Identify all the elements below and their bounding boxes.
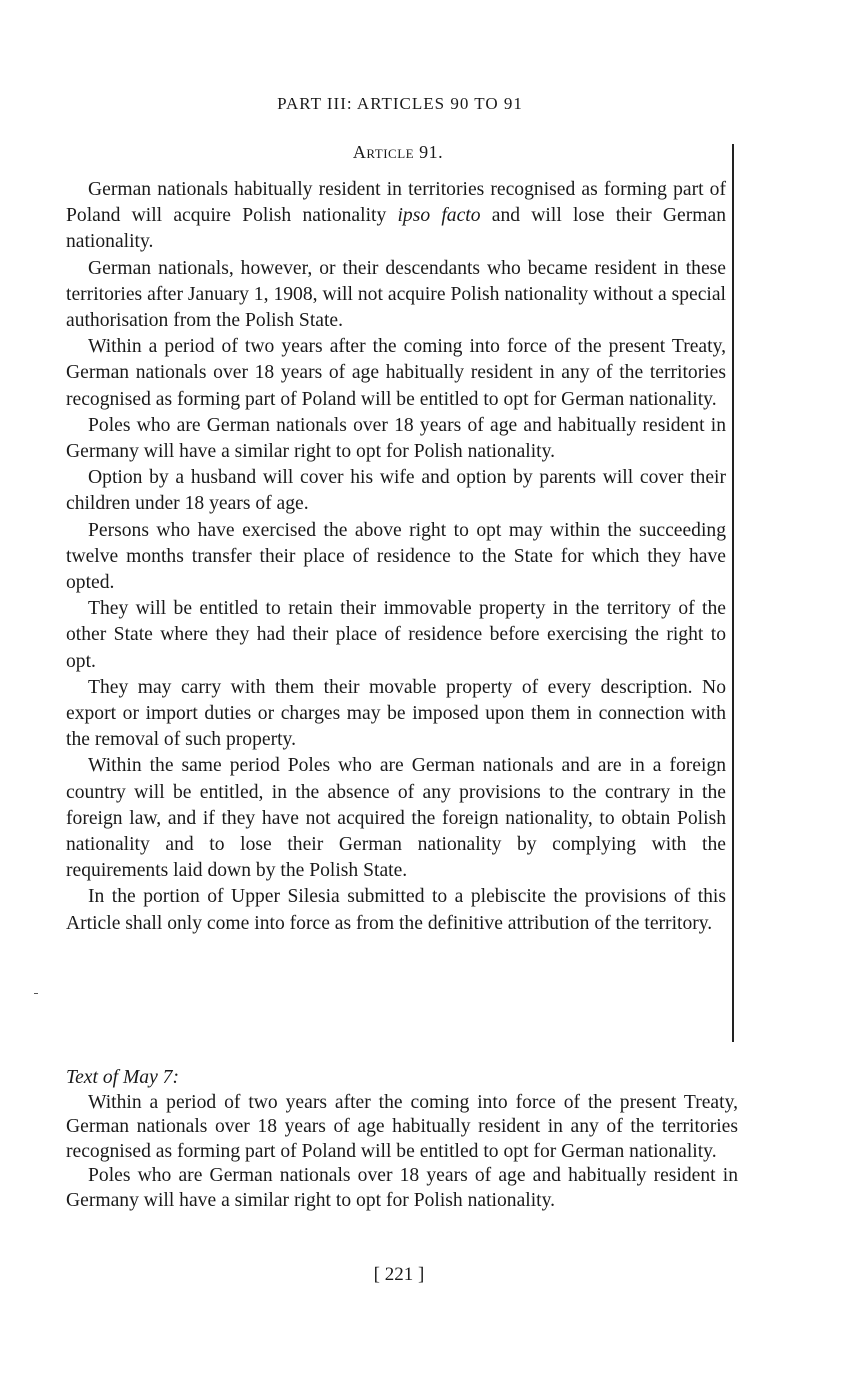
article-heading: Article 91. — [352, 142, 444, 162]
text-of-may-paragraph-1: Within a period of two years after the coming into force of the present Treaty, German nationals over 18 years of age habitually resident in any of the territories recognised as forming part of Poland will be entitled to opt for German nationality. — [66, 1091, 738, 1162]
article-paragraph-5: Option by a husband will cover his wife and option by parents will cover their children under 18 years of age. — [66, 467, 726, 515]
article-paragraph-1 — [66, 177, 726, 256]
article-paragraph-9: Within the same period Poles who are German nationals and are in a foreign country will be entitled, in the absence of any provisions to the contrary in the foreign law, and if they have not acquired the foreign nationality, to obtain Polish nationality and to lose their German nationality by complying with the requirements laid down by the Polish State. — [66, 755, 726, 882]
paragraph-1-lead: German nationals habitually resident in territories recognised as forming part of Poland will acquire Polish nationality — [66, 179, 726, 227]
article-paragraph-10: In the portion of Upper Silesia submitted to a plebiscite the provisions of this Article shall only come into force as from the definitive attribution of the territory. — [66, 886, 726, 934]
article-paragraph-3: Within a period of two years after the coming into force of the present Treaty, German nationals over 18 years of age habitually resident in any of the territories recognised as forming part of Poland will be entitled to opt for German nationality. — [66, 336, 726, 410]
article-paragraph-6: Persons who have exercised the above right to opt may within the succeeding twelve months transfer their place of residence to the State for which they have opted. — [66, 519, 726, 594]
text-of-may-label: Text of May 7: — [66, 1067, 180, 1088]
article-paragraph-7: They will be entitled to retain their immovable property in the territory of the other State where they had their place of residence before exercising the right to opt. — [66, 598, 726, 672]
text-of-may-section — [66, 1066, 738, 1213]
article-paragraph-8: They may carry with them their movable property of every description. No export or import duties or charges may be imposed upon them in connection with the removal of such property. — [66, 676, 726, 751]
article-paragraph-4: Poles who are German nationals over 18 years of age and habitually resident in Germany will have a similar right to opt for Polish nationality. — [66, 414, 726, 463]
paragraph-1-tail: and will lose their German nationality. — [66, 205, 726, 253]
text-of-may-paragraph-2: Poles who are German nationals over 18 years of age and habitually resident in Germany will have a similar right to opt for Polish nationality. — [66, 1165, 738, 1211]
running-head: PART III: ARTICLES 90 TO 91 — [277, 94, 523, 113]
article-paragraph-2: German nationals, however, or their descendants who became resident in these territories after January 1, 1908, will not acquire Polish nationality without a special authorisation from the Polish State. — [66, 257, 726, 332]
stray-mark — [34, 993, 38, 994]
page-number: [ 221 ] — [373, 1264, 425, 1285]
article-body — [66, 177, 726, 937]
paragraph-1-italic: ipso facto — [397, 205, 481, 227]
margin-rule — [732, 144, 734, 1042]
